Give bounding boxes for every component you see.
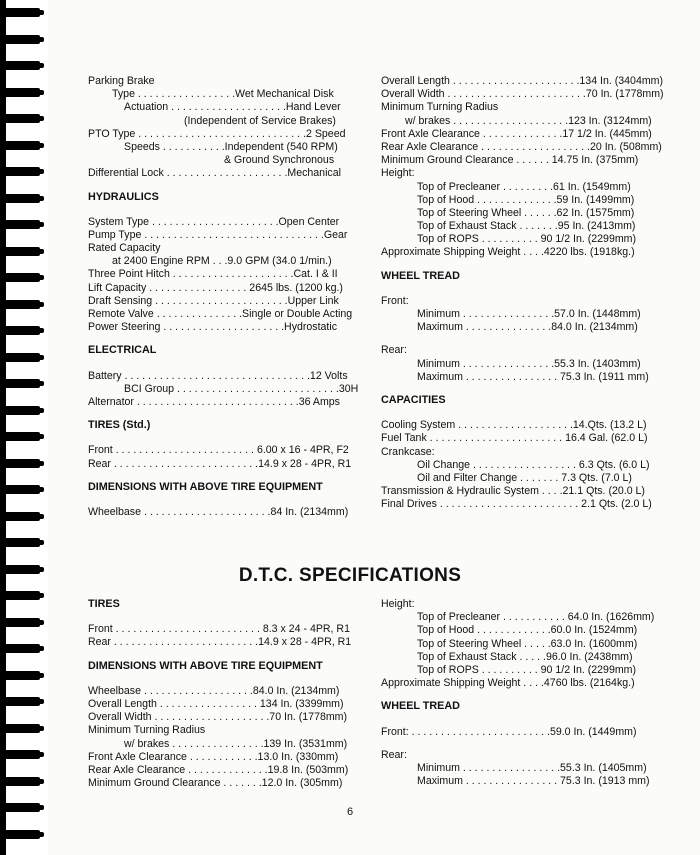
spec-row: Top of ROPS . . . . . . . . . . 90 1/2 In. (2299mm)	[417, 663, 637, 676]
spec-row: Wheelbase . . . . . . . . . . . . . . . . . . .84.0 In. (2134mm)	[88, 684, 340, 697]
spec-row: Minimum . . . . . . . . . . . . . . . . .55.3 In. (1405mm)	[417, 761, 647, 774]
binding-ring	[6, 459, 40, 468]
spec-row: Rated Capacity	[88, 242, 161, 255]
spec-row: Rear . . . . . . . . . . . . . . . . . . . . . . . . .14.9 x 28 - 4PR, R1	[88, 636, 352, 649]
spec-row: (Independent of Service Brakes)	[184, 114, 336, 127]
spec-row: Type . . . . . . . . . . . . . . . . .Wet Mechanical Disk	[112, 88, 334, 101]
binding-ring	[6, 167, 40, 176]
specs-bottom-right-column	[381, 598, 655, 788]
spec-row: Minimum Ground Clearance . . . . . . 14.75 In. (375mm)	[381, 154, 639, 167]
binding-ring	[6, 8, 40, 17]
spec-row: Oil and Filter Change . . . . . . . 7.3 Qts. (7.0 L)	[417, 471, 632, 484]
spec-row: Speeds . . . . . . . . . . .Independent (540 RPM)	[124, 140, 338, 153]
spec-row: Top of ROPS . . . . . . . . . . 90 1/2 In. (2299mm)	[417, 233, 637, 246]
binding-ring	[6, 618, 40, 627]
spec-row: Remote Valve . . . . . . . . . . . . . . .Single or Double Acting	[88, 308, 353, 321]
spec-row: Cooling System . . . . . . . . . . . . . . . . . . . .14.Qts. (13.2 L)	[381, 419, 647, 432]
spec-row: Actuation . . . . . . . . . . . . . . . . . . . .Hand Lever	[124, 101, 341, 114]
binding-ring	[6, 406, 40, 415]
binding-ring	[6, 353, 40, 362]
section-heading: DIMENSIONS WITH ABOVE TIRE EQUIPMENT	[88, 659, 323, 672]
spec-row: Rear . . . . . . . . . . . . . . . . . . . . . . . . .14.9 x 28 - 4PR, R1	[88, 457, 352, 470]
spec-row: Oil Change . . . . . . . . . . . . . . . . . . 6.3 Qts. (6.0 L)	[417, 458, 650, 471]
binding-ring	[6, 432, 40, 441]
spec-row: PTO Type . . . . . . . . . . . . . . . . . . . . . . . . . . . . .2 Speed	[88, 127, 346, 140]
spec-row: Front Axle Clearance . . . . . . . . . . . . . .17 1/2 In. (445mm)	[381, 127, 652, 140]
section-heading: DIMENSIONS WITH ABOVE TIRE EQUIPMENT	[88, 480, 323, 493]
spec-row: Overall Length . . . . . . . . . . . . . . . . . . . . . .134 In. (3404mm)	[381, 75, 664, 87]
spec-row: Front:	[381, 294, 409, 307]
spec-row: Lift Capacity . . . . . . . . . . . . . . . . . 2645 lbs. (1200 kg.)	[88, 281, 343, 294]
spec-row: Rear:	[381, 748, 407, 761]
spec-row: Power Steering . . . . . . . . . . . . . . . . . . . . .Hydrostatic	[88, 321, 338, 334]
spec-row: Approximate Shipping Weight . . . .4220 lbs. (1918kg.)	[381, 246, 635, 259]
section-heading: CAPACITIES	[381, 393, 446, 406]
binding-ring	[6, 114, 40, 123]
binding-ring	[6, 141, 40, 150]
section-heading: ELECTRICAL	[88, 344, 157, 357]
spec-row: Top of Exhaust Stack . . . . .96.0 In. (2438mm)	[417, 650, 633, 663]
binding-ring	[6, 273, 40, 282]
spacer	[381, 739, 641, 749]
spec-row: Top of Precleaner . . . . . . . . . . . 64.0 In. (1626mm)	[417, 611, 655, 624]
spec-row: Height:	[381, 598, 415, 610]
spacer	[381, 334, 641, 344]
spec-row: Front . . . . . . . . . . . . . . . . . . . . . . . . 6.00 x 16 - 4PR, F2	[88, 444, 349, 457]
binding-ring	[6, 644, 40, 653]
binding-ring	[6, 591, 40, 600]
spec-row: Minimum Ground Clearance . . . . . . .12.0 In. (305mm)	[88, 777, 343, 790]
spec-row: Rear Axle Clearance . . . . . . . . . . . . . . . . . . .20 In. (508mm)	[381, 140, 662, 153]
section-heading: WHEEL TREAD	[381, 700, 460, 713]
section-heading: HYDRAULICS	[88, 190, 159, 203]
spec-row: Maximum . . . . . . . . . . . . . . . . 75.3 In. (1911 mm)	[417, 370, 649, 383]
spec-row: Approximate Shipping Weight . . . .4760 lbs. (2164kg.)	[381, 677, 635, 690]
binding-ring	[6, 300, 40, 309]
spec-row: Overall Width . . . . . . . . . . . . . . . . . . . .70 In. (1778mm)	[88, 711, 348, 724]
spec-row: Final Drives . . . . . . . . . . . . . . . . . . . . . . . . 2.1 Qts. (2.0 L)	[381, 498, 652, 511]
spec-row: Fuel Tank . . . . . . . . . . . . . . . . . . . . . . . 16.4 Gal. (62.0 L)	[381, 432, 648, 445]
binding-ring	[6, 512, 40, 521]
spec-row: Parking Brake	[88, 75, 155, 87]
binding-ring	[6, 326, 40, 335]
spec-row: BCI Group . . . . . . . . . . . . . . . . . . . . . . . . . . . .30H	[124, 382, 359, 395]
spec-row: Minimum . . . . . . . . . . . . . . . .57.0 In. (1448mm)	[417, 308, 641, 321]
spec-row: Wheelbase . . . . . . . . . . . . . . . . . . . . . .84 In. (2134mm)	[88, 505, 349, 518]
spec-row: Transmission & Hydraulic System . . . .21.1 Qts. (20.0 L)	[381, 485, 645, 498]
spec-row: System Type . . . . . . . . . . . . . . . . . . . . . .Open Center	[88, 215, 340, 228]
specs-top-right-column	[381, 75, 664, 511]
spec-row: Pump Type . . . . . . . . . . . . . . . . . . . . . . . . . . . . . . .Gear	[88, 228, 348, 241]
spec-row: Top of Hood . . . . . . . . . . . . . .59 In. (1499mm)	[417, 193, 635, 206]
specs-top-left-column	[88, 75, 359, 519]
binding-ring	[6, 194, 40, 203]
spec-row: w/ brakes . . . . . . . . . . . . . . . . . . . .123 In. (3124mm)	[405, 114, 652, 127]
spec-row: Rear:	[381, 344, 407, 357]
spec-row: Top of Precleaner . . . . . . . . .61 In. (1549mm)	[417, 180, 631, 193]
section-heading: TIRES	[88, 598, 120, 610]
binding-ring	[6, 379, 40, 388]
binding-ring	[6, 830, 40, 839]
spec-row: Overall Width . . . . . . . . . . . . . . . . . . . . . . . .70 In. (1778mm)	[381, 88, 664, 101]
spec-row: Front . . . . . . . . . . . . . . . . . . . . . . . . . 8.3 x 24 - 4PR, R1	[88, 623, 350, 636]
spec-row: Maximum . . . . . . . . . . . . . . .84.0 In. (2134mm)	[417, 321, 638, 334]
spec-row: Front: . . . . . . . . . . . . . . . . . . . . . . . .59.0 In. (1449mm)	[381, 725, 637, 738]
binding-ring	[6, 750, 40, 759]
spec-row: Minimum Turning Radius	[88, 724, 206, 737]
spec-row: Height:	[381, 167, 415, 180]
spec-row: Draft Sensing . . . . . . . . . . . . . . . . . . . . . . .Upper Link	[88, 294, 339, 307]
binding-ring	[6, 724, 40, 733]
section-title: D.T.C. SPECIFICATIONS	[238, 565, 462, 586]
spec-row: Top of Steering Wheel . . . . .63.0 In. (1600mm)	[417, 637, 638, 650]
spec-row: Battery . . . . . . . . . . . . . . . . . . . . . . . . . . . . . . . .12 Volts	[88, 369, 348, 382]
binding-ring	[6, 697, 40, 706]
spec-row: Differential Lock . . . . . . . . . . . . . . . . . . . . .Mechanical	[88, 167, 341, 180]
binding-ring	[6, 485, 40, 494]
spec-row: w/ brakes . . . . . . . . . . . . . . . .139 In. (3531mm)	[124, 737, 348, 750]
section-heading: TIRES (Std.)	[88, 419, 151, 432]
spec-row: Top of Hood . . . . . . . . . . . . .60.0 In. (1524mm)	[417, 624, 638, 637]
spec-row: Three Point Hitch . . . . . . . . . . . . . . . . . . . . .Cat. I & II	[88, 268, 338, 281]
spec-row: Crankcase:	[381, 445, 435, 458]
spec-row: Top of Exhaust Stack . . . . . . .95 In. (2413mm)	[417, 220, 636, 233]
spec-row: & Ground Synchronous	[224, 154, 335, 167]
spec-row: Maximum . . . . . . . . . . . . . . . . 75.3 In. (1913 mm)	[417, 775, 650, 788]
specs-bottom-left-column	[88, 598, 352, 790]
binding-ring	[6, 61, 40, 70]
binding-ring	[6, 671, 40, 680]
binding-ring	[6, 88, 40, 97]
spec-row: Minimum Turning Radius	[381, 101, 499, 114]
spec-row: Front Axle Clearance . . . . . . . . . . . .13.0 In. (330mm)	[88, 750, 339, 763]
spec-row: Minimum . . . . . . . . . . . . . . . .55.3 In. (1403mm)	[417, 357, 641, 370]
spec-row: Top of Steering Wheel . . . . . .62 In. (1575mm)	[417, 206, 635, 219]
binding-ring	[6, 220, 40, 229]
spec-row: Overall Length . . . . . . . . . . . . . . . . . 134 In. (3399mm)	[88, 697, 344, 710]
binding-ring	[6, 35, 40, 44]
page-number: 6	[346, 806, 354, 818]
binding-ring	[6, 777, 40, 786]
binding-ring	[6, 538, 40, 547]
spec-row: Rear Axle Clearance . . . . . . . . . . . . . .19.8 In. (503mm)	[88, 763, 349, 776]
spec-row: Alternator . . . . . . . . . . . . . . . . . . . . . . . . . . . .36 Amps	[88, 395, 340, 408]
spec-row: at 2400 Engine RPM . . .9.0 GPM (34.0 1/min.)	[112, 255, 332, 268]
binding-ring	[6, 247, 40, 256]
section-heading: WHEEL TREAD	[381, 269, 460, 282]
